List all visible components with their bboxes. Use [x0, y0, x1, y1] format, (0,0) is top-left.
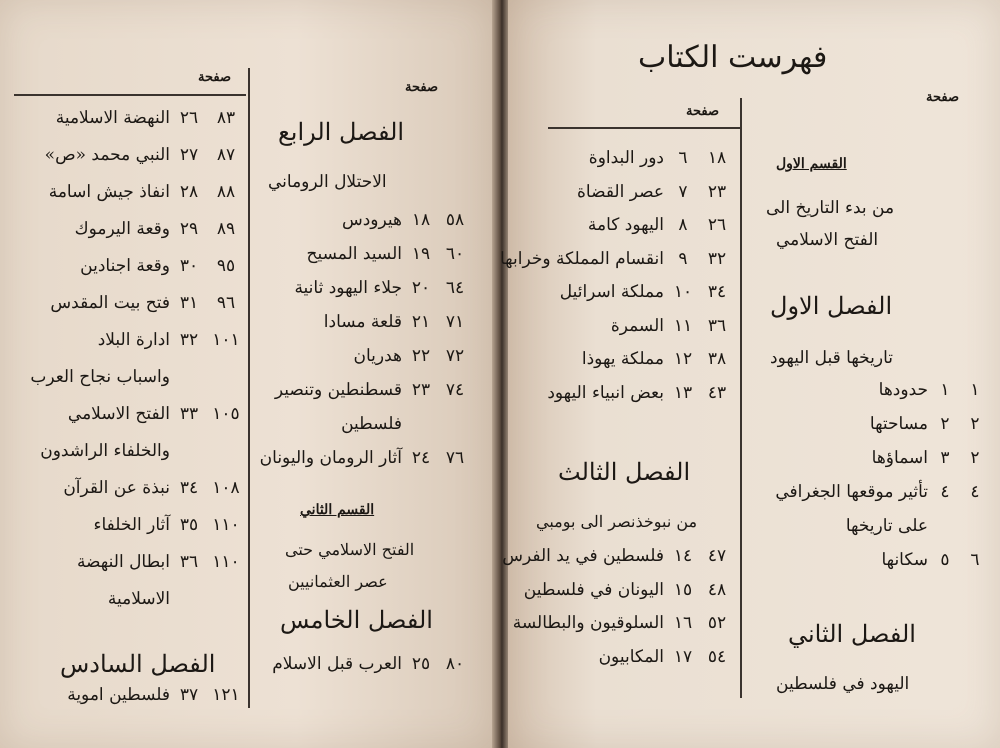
entry-page: ٢	[970, 414, 980, 434]
entry-label: مساحتها	[869, 414, 928, 434]
index-entry	[548, 381, 734, 405]
entry-number: ١٩	[411, 244, 431, 264]
index-entry	[548, 347, 734, 371]
index-entry	[758, 378, 990, 402]
right-page	[500, 0, 1000, 748]
chapter-subtitle: اليهود في فلسطين	[776, 674, 910, 694]
entry-number: ٢٦	[179, 108, 199, 128]
entry-label: اليونان في فلسطين	[523, 579, 664, 600]
entry-page: ٩٥	[216, 256, 236, 276]
entry-number: ١٠	[673, 282, 693, 302]
entry-number: ٢٣	[411, 380, 431, 400]
index-entry	[548, 645, 734, 669]
entry-label: السلوقيون والبطالسة	[512, 613, 664, 633]
entry-label: السيد المسيح	[306, 244, 402, 264]
entry-label: الفتح الاسلامي	[67, 404, 170, 424]
section-heading: القسم الاول	[776, 156, 847, 172]
index-entry	[500, 247, 734, 271]
entry-label: فلسطين في يد الفرس	[502, 546, 664, 566]
index-entry	[512, 611, 734, 635]
entry-number: ٣٢	[179, 330, 199, 350]
entry-label: مملكة يهوذا	[581, 349, 664, 369]
entry-number: ١٧	[673, 646, 693, 667]
index-entry	[548, 146, 734, 170]
entry-number: ١٢	[673, 349, 693, 369]
entry-number: ٢٩	[179, 219, 199, 239]
index-entry	[758, 412, 990, 436]
index-entry	[548, 280, 734, 304]
entry-number: ٣	[940, 448, 950, 468]
page-column-header: صفحة	[926, 90, 959, 105]
entry-number: ١٤	[673, 546, 693, 566]
index-entry	[14, 365, 246, 389]
index-entry	[758, 480, 990, 504]
entry-page: ٦	[970, 550, 980, 570]
entry-label: فتح بيت المقدس	[50, 293, 170, 313]
entry-label: هدريان	[353, 346, 402, 366]
entry-page: ٤٨	[707, 579, 727, 600]
entry-page: ٤٣	[707, 382, 727, 403]
entry-page: ٧٤	[445, 380, 465, 400]
chapter-subtitle: من نبوخذنصر الى بومبي	[536, 512, 698, 531]
section-subtitle: الفتح الاسلامي	[776, 230, 879, 250]
index-entry	[548, 180, 734, 204]
section-subtitle: الفتح الاسلامي حتى	[285, 540, 415, 559]
entry-page: ٧٢	[445, 346, 465, 366]
index-entry	[14, 513, 246, 537]
entry-page: ٣٨	[707, 349, 727, 369]
page-column-header: صفحة	[198, 70, 231, 85]
index-entry	[14, 402, 246, 426]
chapter-heading: الفصل الخامس	[280, 606, 433, 634]
entry-label: العرب قبل الاسلام	[272, 654, 402, 674]
entry-page: ٦٤	[445, 278, 465, 298]
entry-number: ٢٧	[179, 145, 199, 165]
entry-page: ٨٨	[216, 182, 236, 202]
entry-page: ٢٣	[707, 181, 727, 202]
entry-page: ٨٧	[216, 145, 236, 165]
entry-number: ٣٥	[179, 515, 199, 535]
entry-label: انفاذ جيش اسامة	[48, 182, 170, 202]
entry-number: ٣٤	[179, 478, 199, 498]
index-entry	[262, 208, 472, 232]
entry-page: ١	[970, 380, 980, 400]
entry-label: وقعة اجنادين	[80, 256, 170, 276]
chapter-subtitle: تاريخها قبل اليهود	[770, 348, 894, 368]
entry-page: ٥٤	[707, 646, 727, 667]
entry-label: السمرة	[610, 315, 664, 336]
index-entry	[14, 683, 246, 707]
entry-page: ١١٠	[212, 552, 240, 572]
entry-number: ١١	[673, 315, 693, 336]
entry-label: قلعة مسادا	[323, 312, 402, 332]
entry-page: ٢٦	[707, 215, 727, 235]
entry-page: ٨٩	[216, 219, 236, 239]
index-entry	[523, 578, 734, 602]
entry-label: جلاء اليهود ثانية	[294, 278, 402, 298]
chapter-heading: الفصل السادس	[60, 650, 216, 678]
entry-label: سكانها	[881, 550, 928, 570]
column-divider	[740, 98, 742, 698]
entry-label: اسماؤها	[871, 448, 928, 468]
entry-number: ٢٢	[411, 346, 431, 366]
entry-label: والخلفاء الراشدون	[40, 441, 170, 461]
index-entry	[262, 242, 472, 266]
entry-label: مملكة اسرائيل	[559, 282, 664, 302]
entry-page: ٦٠	[445, 244, 465, 264]
entry-label: تأثير موقعها الجغرافي	[775, 482, 928, 502]
entry-label: ابطال النهضة	[76, 552, 170, 572]
entry-page: ٤	[970, 482, 980, 502]
index-entry	[14, 328, 246, 352]
entry-page: ١٠١	[212, 330, 240, 350]
entry-page: ٢	[970, 448, 980, 468]
entry-page: ١٢١	[212, 685, 240, 705]
entry-number: ٣٧	[179, 685, 199, 705]
column-divider	[248, 68, 250, 708]
entry-number: ١	[940, 380, 950, 400]
entry-label: قسطنطين وتنصير	[274, 380, 402, 400]
entry-page: ٨٣	[216, 108, 236, 128]
index-entry	[14, 217, 246, 241]
index-entry	[262, 310, 472, 334]
entry-label: على تاريخها	[845, 516, 928, 536]
index-entry	[502, 544, 734, 568]
entry-page: ١١٠	[212, 515, 240, 535]
index-entry	[14, 143, 246, 167]
index-entry	[262, 276, 472, 300]
index-entry	[14, 180, 246, 204]
entry-label: عصر القضاة	[576, 181, 664, 202]
entry-number: ٩	[678, 248, 688, 269]
header-rule	[14, 94, 246, 96]
entry-page: ١٨	[707, 148, 727, 168]
entry-page: ٥٢	[707, 613, 727, 633]
index-entry	[758, 548, 990, 572]
chapter-heading: الفصل الاول	[770, 292, 893, 320]
index-entry	[758, 514, 990, 538]
index-entry	[262, 344, 472, 368]
header-rule	[548, 127, 740, 129]
entry-label: آثار الرومان واليونان	[259, 448, 402, 468]
entry-label: وقعة اليرموك	[74, 219, 170, 239]
entry-number: ٢٨	[179, 182, 199, 202]
entry-number: ٧	[678, 181, 688, 202]
entry-page: ٥٨	[445, 210, 465, 230]
entry-number: ٨	[678, 215, 688, 235]
chapter-heading: الفصل الثالث	[558, 458, 691, 486]
chapter-heading: الفصل الثاني	[788, 620, 916, 648]
index-entry	[14, 550, 246, 574]
index-entry	[14, 106, 246, 130]
entry-label: المكابيون	[598, 646, 664, 667]
entry-page: ٣٦	[707, 315, 727, 336]
entry-number: ١٨	[411, 210, 431, 230]
index-entry	[262, 652, 472, 676]
index-entry	[14, 439, 246, 463]
entry-page: ٨٠	[445, 654, 465, 674]
entry-label: فلسطين	[341, 414, 402, 434]
index-entry	[259, 446, 472, 470]
section-subtitle: من بدء التاريخ الى	[766, 198, 895, 218]
entry-label: بعض انبياء اليهود	[547, 382, 664, 403]
page-column-header: صفحة	[405, 80, 438, 95]
entry-label: انقسام المملكة وخرابها	[500, 248, 664, 269]
index-entry	[14, 291, 246, 315]
entry-label: واسباب نجاح العرب	[30, 367, 170, 387]
entry-number: ١٦	[673, 613, 693, 633]
index-entry	[262, 378, 472, 402]
entry-number: ٣٦	[179, 552, 199, 572]
entry-label: النهضة الاسلامية	[55, 108, 170, 128]
entry-label: الاسلامية	[107, 589, 170, 609]
entry-page: ٩٦	[216, 293, 236, 313]
entry-label: دور البداوة	[588, 148, 664, 168]
entry-number: ٣١	[179, 293, 199, 313]
entry-number: ٢٥	[411, 654, 431, 674]
entry-label: ادارة البلاد	[97, 330, 170, 350]
chapter-heading: الفصل الرابع	[278, 118, 405, 146]
entry-number: ٣٣	[179, 404, 199, 424]
index-entry	[14, 476, 246, 500]
entry-number: ٦	[678, 148, 688, 168]
entry-label: فلسطين اموية	[67, 685, 170, 705]
left-page	[0, 0, 494, 748]
entry-number: ٢٠	[411, 278, 431, 298]
section-subtitle: عصر العثمانيين	[288, 572, 388, 591]
chapter-subtitle: الاحتلال الروماني	[268, 172, 387, 192]
page-column-header: صفحة	[686, 104, 719, 119]
entry-label: النبي محمد «ص»	[44, 145, 170, 165]
index-entry	[14, 587, 246, 611]
entry-label: آثار الخلفاء	[93, 515, 170, 535]
entry-page: ٧١	[445, 312, 465, 332]
entry-number: ٢	[940, 414, 950, 434]
index-entry	[548, 213, 734, 237]
entry-number: ٤	[940, 482, 950, 502]
entry-page: ١٠٨	[212, 478, 240, 498]
entry-number: ١٣	[673, 382, 693, 403]
entry-number: ١٥	[673, 579, 693, 600]
index-entry	[262, 412, 472, 436]
entry-page: ٧٦	[445, 448, 465, 468]
entry-page: ٣٢	[707, 248, 727, 269]
entry-number: ٢١	[411, 312, 431, 332]
entry-label: نبذة عن القرآن	[63, 478, 170, 498]
index-entry	[758, 446, 990, 470]
entry-number: ٢٤	[411, 448, 431, 468]
index-entry	[548, 314, 734, 338]
entry-label: هيرودس	[341, 210, 402, 230]
entry-number: ٣٠	[179, 256, 199, 276]
index-entry	[14, 254, 246, 278]
section-heading: القسم الثاني	[300, 502, 375, 518]
entry-page: ١٠٥	[212, 404, 240, 424]
entry-label: اليهود كامة	[587, 215, 664, 235]
entry-number: ٥	[940, 550, 950, 570]
entry-page: ٤٧	[707, 546, 727, 566]
page-title: فهرست الكتاب	[638, 40, 828, 75]
entry-label: حدودها	[878, 380, 928, 400]
entry-page: ٣٤	[707, 282, 727, 302]
